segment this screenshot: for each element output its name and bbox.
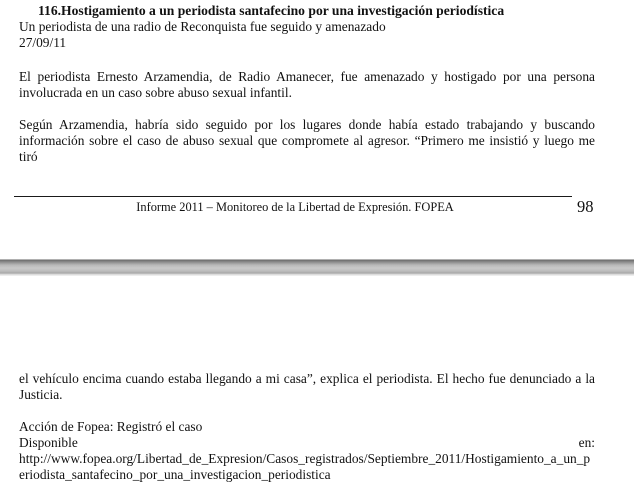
- case-subtitle: Un periodista de una radio de Reconquista fue seguido y amenazado: [19, 19, 386, 34]
- available-row: [19, 435, 595, 451]
- case-title: Hostigamiento a un periodista santafecino por una investigación periodística: [61, 3, 505, 18]
- source-url-line-1[interactable]: http://www.fopea.org/Libertad_de_Expresion/Casos_registrados/Septiembre_2011/Hostigamiento_a_un_p: [19, 451, 591, 466]
- paragraph-continued-line-2: Justicia.: [19, 387, 63, 402]
- source-url-line-2[interactable]: eriodista_santafecino_por_una_investigacion_periodistica: [19, 467, 331, 482]
- case-number: 116.: [38, 3, 62, 18]
- available-suffix: en:: [578, 435, 595, 450]
- paragraph-1-line-1: El periodista Ernesto Arzamendia, de Radio Amanecer, fue amenazado y hostigado por una persona: [19, 69, 595, 84]
- case-date: 27/09/11: [19, 35, 67, 50]
- paragraph-1-line-2: involucrada en un caso sobre abuso sexual infantil.: [19, 85, 292, 100]
- paragraph-continued-line-1: el vehículo encima cuando estaba llegando a mi casa”, explica el periodista. El hecho fue denunciado a la: [19, 371, 595, 386]
- footer-divider: [14, 196, 572, 197]
- page-number: 98: [577, 197, 594, 216]
- page-footer-text: Informe 2011 – Monitoreo de la Libertad de Expresión. FOPEA: [136, 200, 454, 214]
- fopea-action: Acción de Fopea: Registró el caso: [19, 419, 203, 434]
- case-heading: [38, 3, 504, 19]
- paragraph-2-line-1: Según Arzamendia, habría sido seguido por los lugares donde había estado trabajando y buscando: [19, 117, 595, 132]
- page-separator: [0, 259, 634, 276]
- paragraph-2-line-2: información sobre el caso de abuso sexual que compromete al agresor. “Primero me insistió y luego me tiró: [19, 133, 595, 164]
- available-label: Disponible: [19, 435, 78, 450]
